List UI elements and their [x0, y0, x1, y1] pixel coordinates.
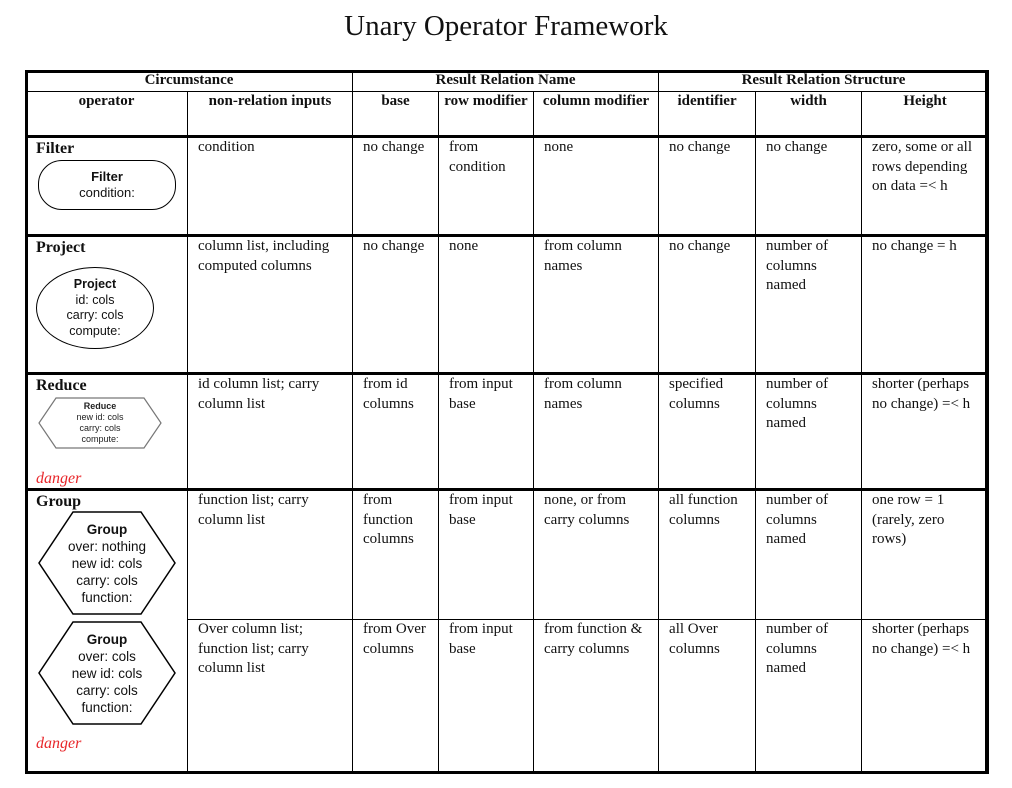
cell-text: column list, including computed columns — [198, 238, 330, 274]
cell-text: from input base — [449, 621, 513, 657]
cell-text: no change — [363, 139, 425, 155]
operator-name: Group — [36, 493, 82, 510]
table-frame — [25, 70, 988, 774]
shape-line: function: — [81, 589, 133, 605]
shape-title: Group — [86, 631, 128, 647]
cell-text: no change — [766, 139, 828, 155]
col-header-base: base — [353, 92, 439, 137]
operator-name: Reduce — [36, 377, 87, 394]
cell-text: Over column list; function list; carry column list — [198, 621, 309, 676]
cell-text: none — [544, 139, 574, 155]
cell-text: none — [449, 238, 479, 254]
col-header-nonrel: non-relation inputs — [188, 92, 353, 137]
cell-text: specified columns — [669, 376, 724, 412]
cell-text: condition — [198, 139, 255, 155]
cell-text: id column list; carry column list — [198, 376, 320, 412]
col-header-width: width — [756, 92, 862, 137]
cell-text: from column names — [544, 238, 622, 274]
shape-line: id: cols — [75, 292, 115, 307]
shape-line: carry: cols — [79, 423, 121, 433]
danger-label: danger — [36, 734, 82, 752]
operator-name: Filter — [36, 140, 75, 157]
cell-text: zero, some or all rows depending on data =< h — [872, 139, 972, 194]
cell-text: from function & carry columns — [544, 621, 643, 657]
shape-line: new id: cols — [76, 412, 124, 422]
cell-text: shorter (perhaps no change) =< h — [872, 376, 971, 412]
shape-line: compute: — [69, 323, 121, 338]
page-title: Unary Operator Framework — [344, 10, 668, 42]
col-header-column: column modifier — [534, 92, 659, 137]
cell-text: number of columns named — [766, 238, 829, 293]
cell-text: none, or from carry columns — [544, 492, 630, 528]
cell-text: number of columns named — [766, 492, 829, 547]
cell-text: from Over columns — [363, 621, 426, 657]
cell-text: no change — [669, 238, 731, 254]
cell-text: number of columns named — [766, 621, 829, 676]
cell-text: from input base — [449, 492, 513, 528]
cell-text: shorter (perhaps no change) =< h — [872, 621, 971, 657]
group-header-name: Result Relation Name — [353, 71, 659, 92]
cell-text: number of columns named — [766, 376, 829, 431]
shape-line: new id: cols — [71, 665, 143, 681]
cell-text: no change — [669, 139, 731, 155]
col-header-operator: operator — [26, 92, 188, 137]
cell-text: one row = 1 (rarely, zero rows) — [872, 492, 945, 547]
shape-title: Group — [86, 521, 128, 537]
cell-text: all Over columns — [669, 621, 720, 657]
shape-line: carry: cols — [76, 682, 138, 698]
cell-text: from input base — [449, 376, 513, 412]
shape-title: Project — [73, 277, 117, 291]
danger-label: danger — [36, 469, 82, 487]
shape-title: Reduce — [83, 401, 117, 411]
cell-text: function list; carry column list — [198, 492, 309, 528]
cell-text: all function columns — [669, 492, 738, 528]
cell-text: from column names — [544, 376, 622, 412]
shape-line: carry: cols — [66, 308, 124, 322]
shape-line: carry: cols — [76, 572, 138, 588]
cell-text: no change — [363, 238, 425, 254]
shape-line: condition: — [79, 185, 135, 200]
shape-line: over: nothing — [67, 538, 147, 554]
col-header-row: row modifier — [439, 92, 534, 137]
cell-text: from id columns — [363, 376, 414, 412]
group-header-circumstance: Circumstance — [26, 71, 353, 92]
col-header-height: Height — [862, 92, 989, 137]
cell-text: from condition — [449, 139, 506, 175]
col-header-identifier: identifier — [659, 92, 756, 137]
shape-line: new id: cols — [71, 555, 143, 571]
cell-text: no change = h — [872, 238, 957, 254]
operator-name: Project — [36, 239, 86, 256]
cell-text: from function columns — [363, 492, 414, 547]
shape-line: function: — [81, 699, 133, 715]
shape-title: Filter — [91, 169, 123, 184]
shape-line: compute: — [81, 434, 119, 444]
shape-line: over: cols — [78, 648, 136, 664]
group-header-structure: Result Relation Structure — [659, 71, 989, 92]
